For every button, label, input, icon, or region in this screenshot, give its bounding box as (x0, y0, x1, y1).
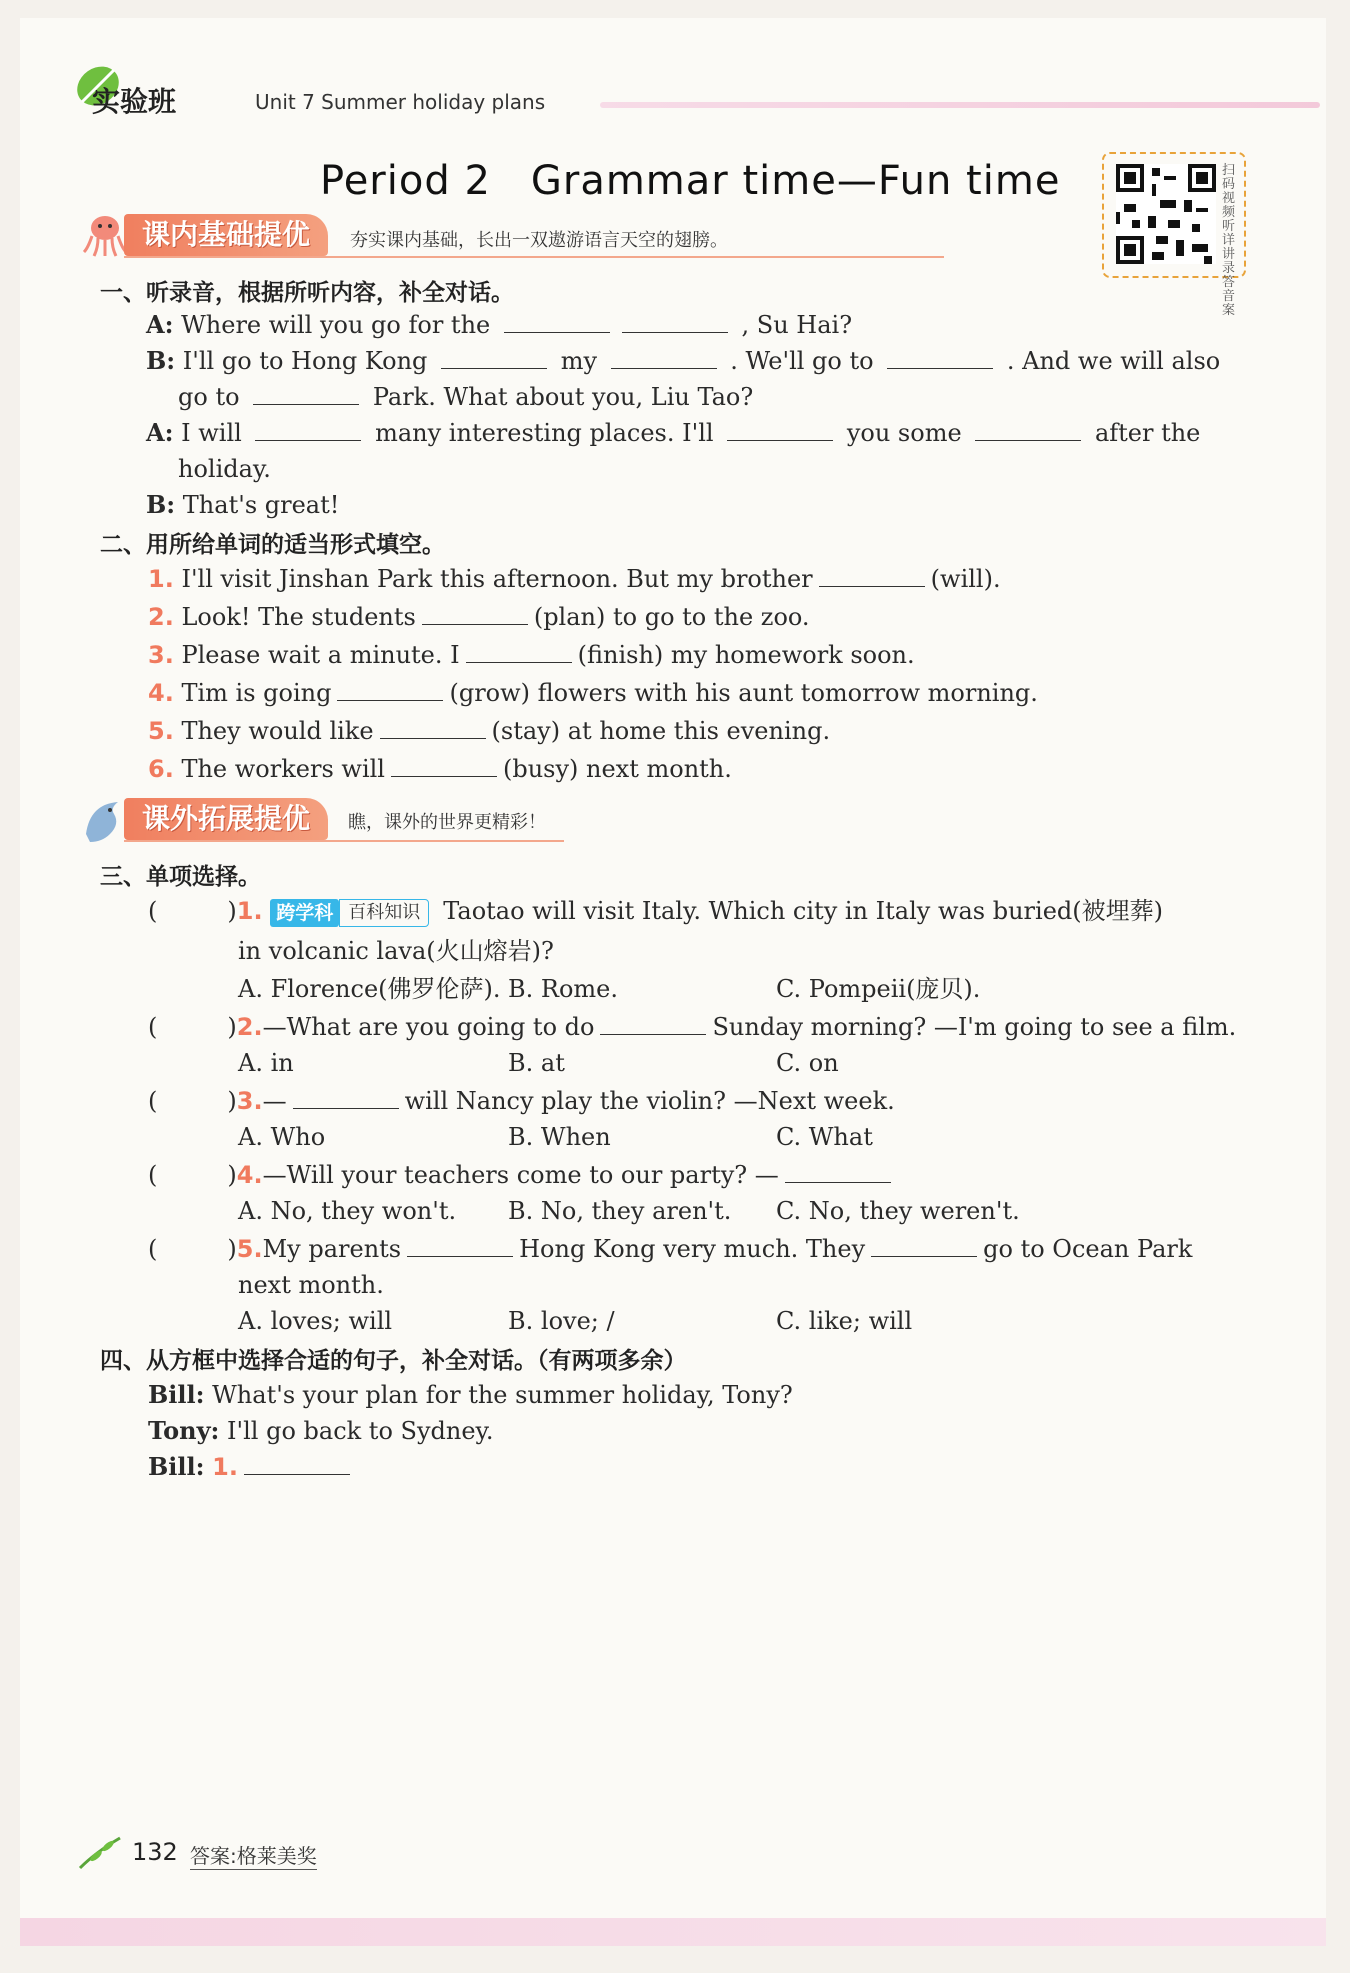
dialogue-line: A: I will many interesting places. I'll you some after the (146, 418, 1201, 447)
header-divider (600, 102, 1320, 108)
dialogue-line: holiday. (178, 455, 271, 483)
topic-label: Grammar time—Fun time (530, 158, 1061, 204)
answer-blank[interactable] (422, 602, 528, 625)
dialogue-line: Tony: I'll go back to Sydney. (148, 1416, 494, 1445)
answer-bracket[interactable]: ( ) (148, 1087, 237, 1115)
answer-bracket[interactable]: ( ) (148, 1013, 237, 1041)
answer-bracket[interactable]: ( ) (148, 1235, 237, 1263)
answer-blank[interactable] (466, 640, 572, 663)
dialogue-line: A: Where will you go for the , Su Hai? (146, 310, 853, 339)
page-number: 132 (132, 1838, 178, 1866)
option-c[interactable]: C. like; will (776, 1307, 913, 1335)
encyclopedia-tag: 百科知识 (339, 899, 429, 927)
option-c[interactable]: C. What (776, 1123, 873, 1151)
section-banner-basic: 课内基础提优 (124, 214, 328, 256)
cross-subject-tag: 跨学科 (270, 899, 339, 927)
fill-item: 2. Look! The students (plan) to go to the zoo. (148, 603, 810, 631)
answer-blank[interactable] (975, 418, 1081, 441)
answer-blank[interactable] (600, 1012, 706, 1035)
option-b[interactable]: B. Rome. (508, 975, 619, 1003)
option-a[interactable]: A. in (238, 1049, 294, 1077)
section-subtitle-basic: 夯实课内基础，长出一双遨游语言天空的翅膀。 (350, 230, 728, 251)
dialogue-line: Bill: 1. (148, 1452, 356, 1482)
option-a[interactable]: A. Who (238, 1123, 326, 1151)
answer-blank[interactable] (871, 1234, 977, 1257)
answer-blank[interactable] (887, 346, 993, 369)
bottom-decor-band (20, 1918, 1326, 1946)
answer-blank[interactable] (255, 418, 361, 441)
answer-blank[interactable] (380, 716, 486, 739)
dialogue-line: go to Park. What about you, Liu Tao? (178, 383, 754, 411)
option-a[interactable]: A. Florence(佛罗伦萨). (238, 975, 501, 1003)
answer-blank[interactable] (785, 1160, 891, 1183)
option-a[interactable]: A. No, they won't. (238, 1197, 457, 1225)
mc-question: ( )2.—What are you going to do Sunday morning? —I'm going to see a film. (148, 1013, 1237, 1041)
page-title (320, 158, 1060, 204)
answer-blank[interactable] (293, 1086, 399, 1109)
part3-heading: 三、单项选择。 (100, 864, 261, 890)
mc-question: ( )3.— will Nancy play the violin? —Next week. (148, 1087, 895, 1115)
answer-blank[interactable] (819, 564, 925, 587)
qr-caption: 扫码视频听详讲录答音案 (1222, 163, 1236, 318)
squid-mascot-icon (80, 210, 130, 260)
answer-bracket[interactable]: ( ) (148, 897, 237, 925)
mc-question: ( )4.—Will your teachers come to our party? — (148, 1160, 897, 1190)
mc-question-cont: in volcanic lava(火山熔岩)? (238, 937, 554, 965)
brand-name: 实验班 (92, 85, 177, 118)
answer-note: 答案:格莱美奖 (190, 1840, 317, 1870)
answer-blank[interactable] (441, 346, 547, 369)
qr-code-box[interactable] (1102, 152, 1246, 318)
mc-question-cont: next month. (238, 1271, 384, 1299)
section-underline (124, 256, 944, 258)
mc-question: ( )1. 跨学科 百科知识 Taotao will visit Italy. Which city in Italy was buried(被埋葬) (148, 897, 1163, 925)
dialogue-line: Bill: What's your plan for the summer holiday, Tony? (148, 1380, 793, 1409)
option-b[interactable]: B. love; / (508, 1307, 615, 1335)
option-c[interactable]: C. Pompeii(庞贝). (776, 975, 981, 1003)
option-c[interactable]: C. No, they weren't. (776, 1197, 1020, 1225)
answer-blank[interactable] (611, 346, 717, 369)
answer-blank[interactable] (337, 678, 443, 701)
section-banner-extended: 课外拓展提优 (124, 798, 328, 840)
qr-code-icon (1116, 164, 1216, 264)
dialogue-line: B: That's great! (146, 490, 340, 519)
part1-heading: 一、听录音，根据所听内容，补全对话。 (100, 280, 514, 306)
dolphin-mascot-icon (80, 794, 130, 848)
part4-heading: 四、从方框中选择合适的句子，补全对话。（有两项多余） (100, 1348, 687, 1374)
fill-item: 5. They would like (stay) at home this evening. (148, 717, 831, 745)
option-b[interactable]: B. at (508, 1049, 565, 1077)
section-underline (124, 840, 564, 842)
option-a[interactable]: A. loves; will (238, 1307, 393, 1335)
answer-bracket[interactable]: ( ) (148, 1161, 237, 1189)
answer-blank[interactable] (253, 382, 359, 405)
plant-decor-icon (76, 1832, 126, 1872)
option-b[interactable]: B. No, they aren't. (508, 1197, 732, 1225)
section-subtitle-extended: 瞧，课外的世界更精彩！ (348, 812, 546, 833)
fill-item: 4. Tim is going (grow) flowers with his aunt tomorrow morning. (148, 679, 1038, 707)
answer-blank[interactable] (504, 310, 610, 333)
fill-item: 6. The workers will (busy) next month. (148, 755, 732, 783)
worksheet-page (20, 18, 1326, 1946)
answer-blank[interactable] (391, 754, 497, 777)
option-c[interactable]: C. on (776, 1049, 839, 1077)
answer-blank[interactable] (407, 1234, 513, 1257)
dialogue-line: B: I'll go to Hong Kong my . We'll go to . And we will also (146, 346, 1221, 375)
mc-question: ( )5.My parents Hong Kong very much. They go to Ocean Park (148, 1235, 1193, 1263)
answer-blank[interactable] (727, 418, 833, 441)
fill-item: 3. Please wait a minute. I (finish) my homework soon. (148, 641, 915, 669)
answer-blank[interactable] (244, 1452, 350, 1475)
part2-heading: 二、用所给单词的适当形式填空。 (100, 532, 445, 558)
answer-blank[interactable] (622, 310, 728, 333)
unit-title: Unit 7 Summer holiday plans (255, 90, 546, 114)
period-label: Period 2 (320, 158, 491, 204)
fill-item: 1. I'll visit Jinshan Park this afternoon. But my brother (will). (148, 565, 1001, 593)
option-b[interactable]: B. When (508, 1123, 611, 1151)
